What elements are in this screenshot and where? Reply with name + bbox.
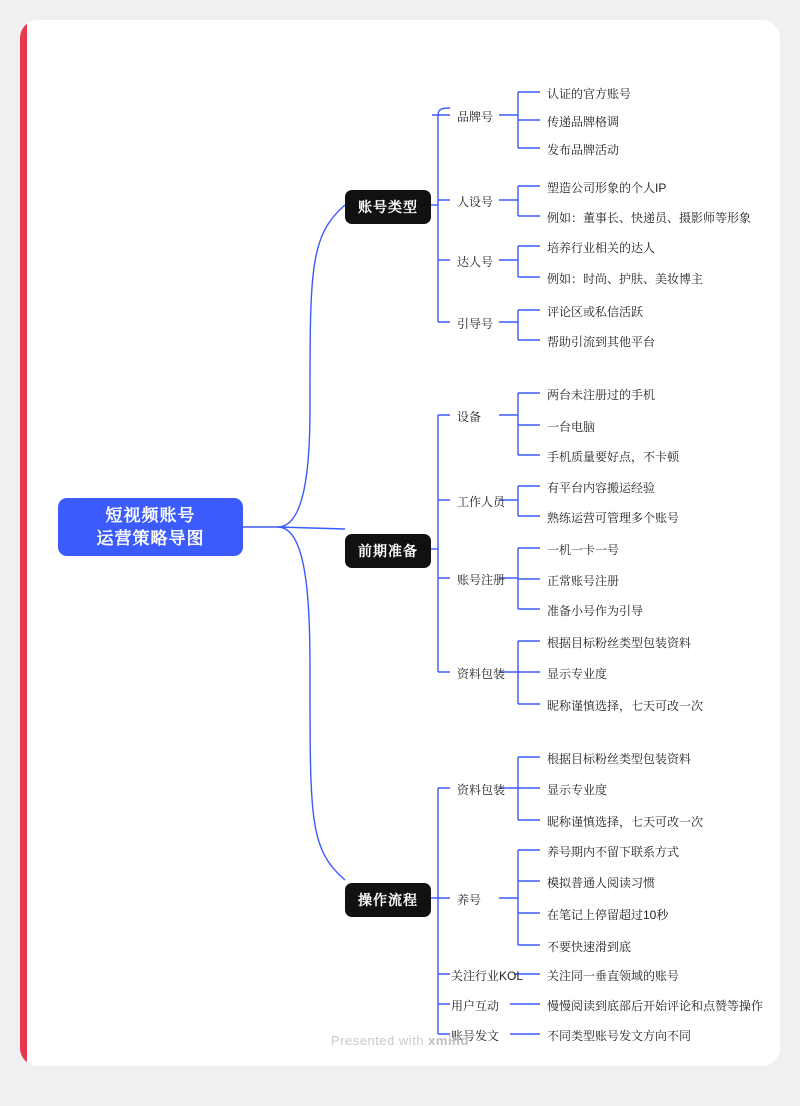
leaf-node[interactable]: 根据目标粉丝类型包装资料 <box>547 752 692 766</box>
leaf-node[interactable]: 昵称谨慎选择，七天可改一次 <box>547 815 704 829</box>
leaf-node[interactable]: 模拟普通人阅读习惯 <box>547 876 656 890</box>
leaf-node[interactable]: 一机一卡一号 <box>547 543 620 557</box>
mindmap-canvas <box>20 20 780 1066</box>
leaf-node[interactable]: 一台电脑 <box>547 420 596 434</box>
leaf-node[interactable]: 关注同一垂直领域的账号 <box>547 969 680 983</box>
leaf-node[interactable]: 昵称谨慎选择，七天可改一次 <box>547 699 704 713</box>
subnode-account-nurturing[interactable]: 养号 <box>457 893 482 907</box>
leaf-node[interactable]: 根据目标粉丝类型包装资料 <box>547 636 692 650</box>
subnode-staff[interactable]: 工作人员 <box>457 495 506 509</box>
subnode-influencer-account[interactable]: 达人号 <box>457 255 494 269</box>
footer-watermark <box>20 1033 780 1048</box>
leaf-node[interactable]: 认证的官方账号 <box>547 87 632 101</box>
subnode-follow-kol[interactable]: 关注行业KOL <box>451 969 524 983</box>
leaf-node[interactable]: 两台未注册过的手机 <box>547 388 656 402</box>
subnode-profile-packaging-1[interactable]: 资料包装 <box>457 667 506 681</box>
leaf-node[interactable]: 发布品牌活动 <box>547 143 620 157</box>
subnode-user-interaction[interactable]: 用户互动 <box>451 999 500 1013</box>
leaf-node[interactable]: 手机质量要好点，不卡顿 <box>547 450 680 464</box>
branch-node-preparation[interactable]: 前期准备 <box>345 534 431 568</box>
leaf-node[interactable]: 显示专业度 <box>547 667 608 681</box>
leaf-node[interactable]: 养号期内不留下联系方式 <box>547 845 680 859</box>
leaf-node[interactable]: 培养行业相关的达人 <box>547 241 656 255</box>
leaf-node[interactable]: 不要快速滑到底 <box>547 940 632 954</box>
leaf-node[interactable]: 正常账号注册 <box>547 574 620 588</box>
branch-node-account-types[interactable]: 账号类型 <box>345 190 431 224</box>
leaf-node[interactable]: 准备小号作为引导 <box>547 604 644 618</box>
subnode-posting[interactable]: 账号发文 <box>451 1029 500 1043</box>
subnode-registration[interactable]: 账号注册 <box>457 573 506 587</box>
leaf-node[interactable]: 例如：时尚、护肤、美妆博主 <box>547 272 704 286</box>
footer-prefix: Presented with <box>331 1033 429 1048</box>
root-line-2: 运营策略导图 <box>96 529 205 548</box>
subnode-traffic-account[interactable]: 引导号 <box>457 317 494 331</box>
subnode-brand-account[interactable]: 品牌号 <box>457 110 494 124</box>
leaf-node[interactable]: 塑造公司形象的个人IP <box>547 181 667 195</box>
footer-brand: xmind <box>428 1033 469 1048</box>
leaf-node[interactable]: 不同类型账号发文方向不同 <box>547 1029 692 1043</box>
leaf-node[interactable]: 在笔记上停留超过10秒 <box>547 908 669 922</box>
leaf-node[interactable]: 熟练运营可管理多个账号 <box>547 511 680 525</box>
leaf-node[interactable]: 帮助引流到其他平台 <box>547 335 656 349</box>
root-line-1: 短视频账号 <box>105 506 196 525</box>
root-node[interactable] <box>58 498 243 556</box>
branch-node-operation-flow[interactable]: 操作流程 <box>345 883 431 917</box>
leaf-node[interactable]: 例如：董事长、快递员、摄影师等形象 <box>547 211 752 225</box>
subnode-profile-packaging-2[interactable]: 资料包装 <box>457 783 506 797</box>
leaf-node[interactable]: 显示专业度 <box>547 783 608 797</box>
leaf-node[interactable]: 慢慢阅读到底部后开始评论和点赞等操作 <box>547 999 764 1013</box>
leaf-node[interactable]: 有平台内容搬运经验 <box>547 481 656 495</box>
subnode-equipment[interactable]: 设备 <box>457 410 482 424</box>
leaf-node[interactable]: 评论区或私信活跃 <box>547 305 644 319</box>
subnode-persona-account[interactable]: 人设号 <box>457 195 494 209</box>
leaf-node[interactable]: 传递品牌格调 <box>547 115 620 129</box>
